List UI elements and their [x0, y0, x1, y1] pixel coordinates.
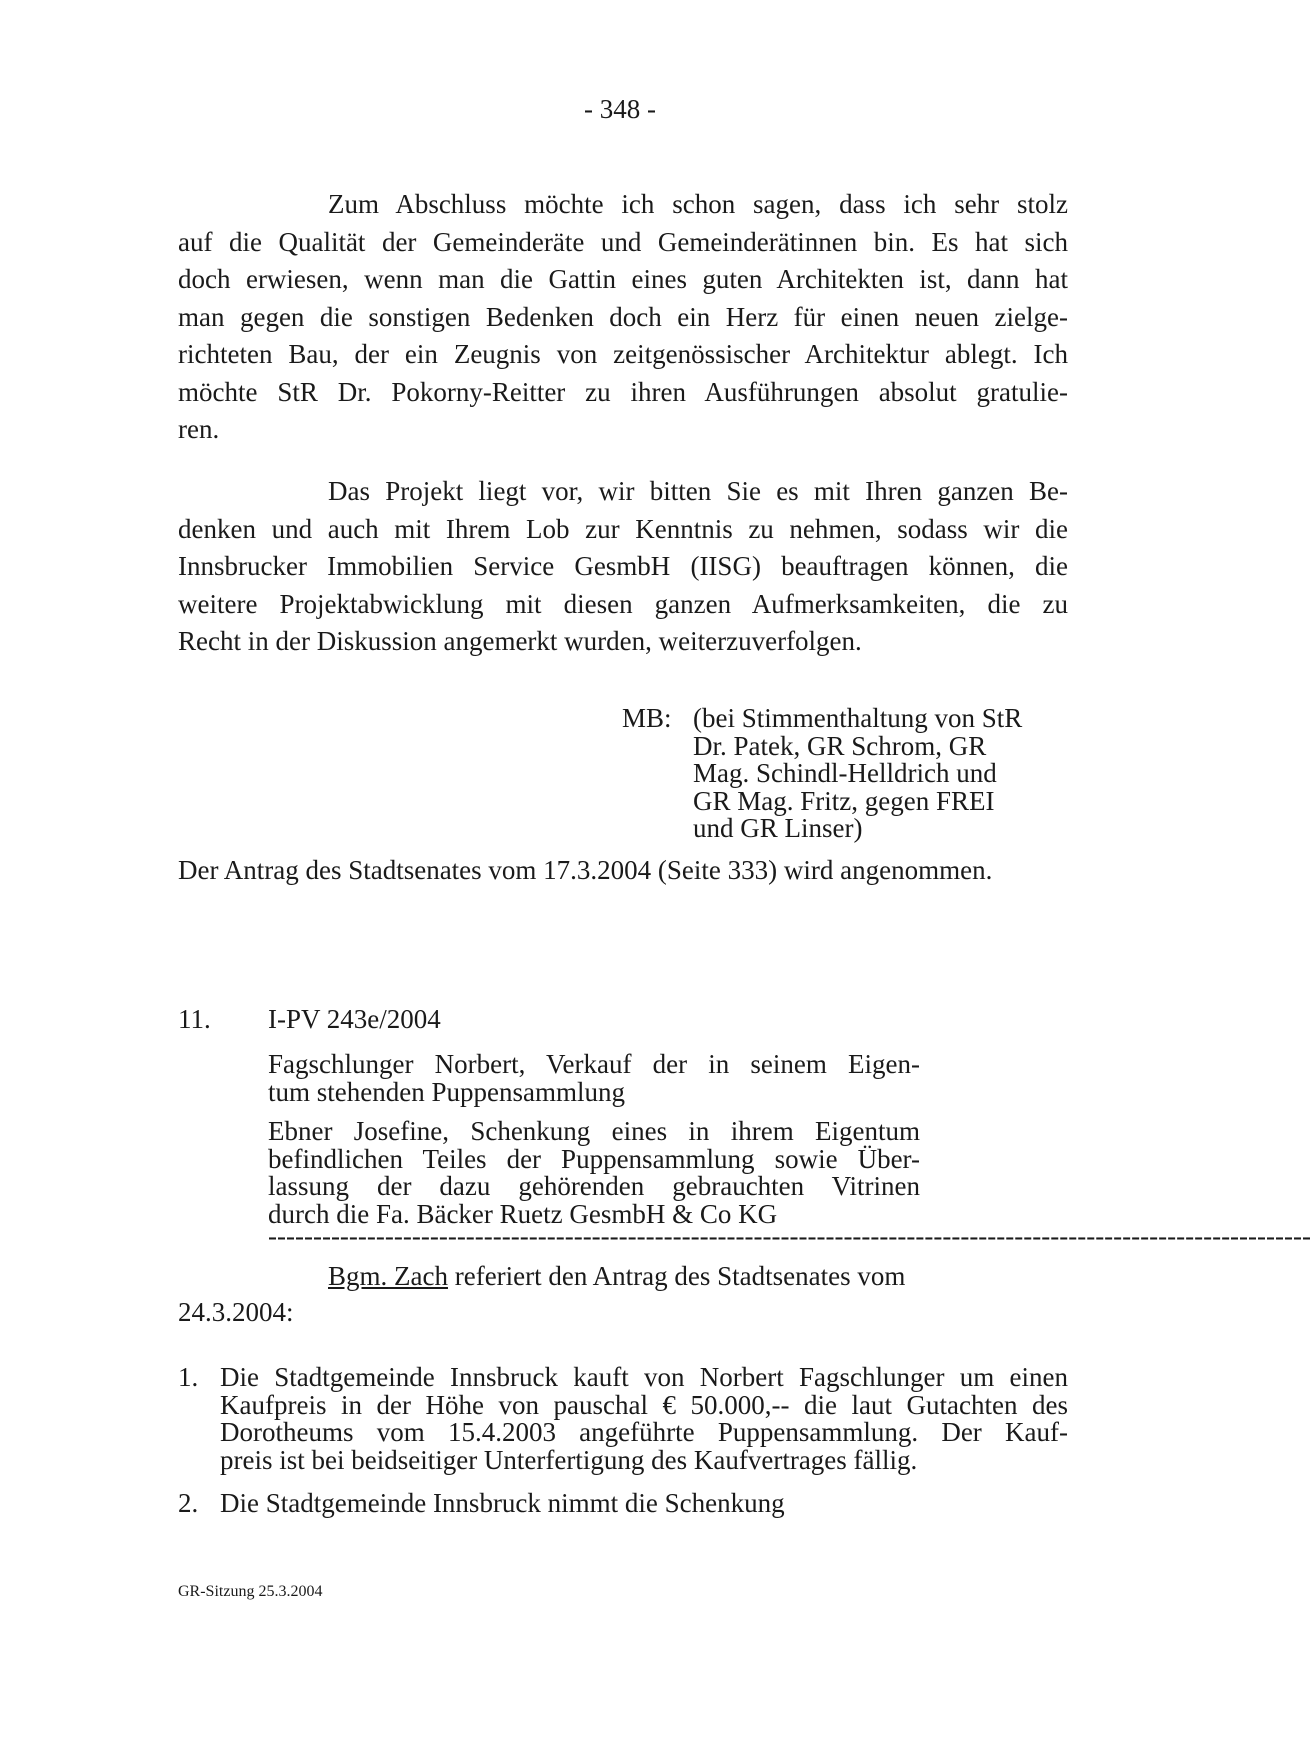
text-line: Ebner Josefine, Schenkung eines in ihrem Eigentum	[268, 1116, 920, 1146]
text-line: preis ist bei beidseitiger Unterfertigung des Kaufvertrages fällig.	[220, 1444, 918, 1475]
agenda-subject-sale	[268, 1050, 920, 1105]
vote-note-label: MB:	[622, 703, 672, 733]
text-line: Die Stadtgemeinde Innsbruck nimmt die Schenkung	[220, 1488, 785, 1518]
vote-note-text	[693, 704, 1073, 842]
separator-line: --------------------------------------------------------------------------------------------------------------------	[268, 1221, 1311, 1251]
text-line: GR Mag. Fritz, gegen FREI	[693, 785, 995, 816]
text-line: möchte StR Dr. Pokorny-Reitter zu ihren Ausführungen absolut gratulie-	[178, 376, 1068, 407]
agenda-item-number: 11.	[178, 1004, 211, 1034]
text-line: (bei Stimmenthaltung von StR	[693, 703, 1023, 733]
text-line: Innsbrucker Immobilien Service GesmbH (IISG) beauftragen können, die	[178, 551, 1068, 581]
text-line: Zum Abschluss möchte ich schon sagen, dass ich sehr stolz	[328, 189, 1068, 219]
text-line: Mag. Schindl-Helldrich und	[693, 758, 997, 788]
motion-item-number: 1.	[178, 1362, 199, 1392]
agenda-subject-donation	[268, 1117, 920, 1227]
paragraph-closing-remarks	[178, 186, 1068, 449]
text-line: doch erwiesen, wenn man die Gattin eines guten Architekten ist, dann hat	[178, 264, 1068, 294]
text-line: tum stehenden Puppensammlung	[268, 1076, 625, 1107]
text-line: Kaufpreis in der Höhe von pauschal € 50.000,-- die laut Gutachten des	[220, 1389, 1068, 1420]
referent-name: Bgm. Zach	[328, 1261, 448, 1291]
text-line: Das Projekt liegt vor, wir bitten Sie es mit Ihren ganzen Be-	[328, 476, 1068, 506]
text-line: und GR Linser)	[693, 813, 863, 843]
text-line: Die Stadtgemeinde Innsbruck kauft von Norbert Fagschlunger um einen	[220, 1362, 1068, 1392]
text-line: befindlichen Teiles der Puppensammlung sowie Über-	[268, 1143, 920, 1174]
text-line: auf die Qualität der Gemeinderäte und Gemeinderätinnen bin. Es hat sich	[178, 226, 1068, 257]
text-line: durch die Fa. Bäcker Ruetz GesmbH & Co KG	[268, 1198, 778, 1229]
resolution-text: Der Antrag des Stadtsenates vom 17.3.2004 (Seite 333) wird angenommen.	[178, 855, 993, 885]
text-line: weitere Projektabwicklung mit diesen ganzen Aufmerksamkeiten, die zu	[178, 588, 1068, 619]
referent-line	[328, 1258, 905, 1295]
motion-item-text	[220, 1363, 1068, 1473]
text-line: Dr. Patek, GR Schrom, GR	[693, 730, 987, 761]
motion-item-text	[220, 1489, 1068, 1517]
text-line: lassung der dazu gehörenden gebrauchten Vitrinen	[268, 1171, 920, 1201]
text-line: Dorotheums vom 15.4.2003 angeführte Puppensammlung. Der Kauf-	[220, 1417, 1068, 1447]
text-line: Recht in der Diskussion angemerkt wurden, weiterzuverfolgen.	[178, 626, 862, 656]
motion-item-number: 2.	[178, 1488, 199, 1518]
text-line: denken und auch mit Ihrem Lob zur Kenntnis zu nehmen, sodass wir die	[178, 513, 1068, 544]
referent-date: 24.3.2004:	[178, 1297, 294, 1327]
text-line: richteten Bau, der ein Zeugnis von zeitgenössischer Architektur ablegt. Ich	[178, 339, 1068, 369]
text-line: ren.	[178, 414, 220, 444]
footer-session-date: GR-Sitzung 25.3.2004	[178, 1583, 323, 1600]
agenda-item-code: I-PV 243e/2004	[268, 1004, 441, 1034]
referent-text: referiert den Antrag des Stadtsenates vom	[447, 1261, 906, 1291]
text-line: man gegen die sonstigen Bedenken doch ein Herz für einen neuen zielge-	[178, 301, 1068, 332]
page-number: - 348 -	[584, 94, 656, 124]
text-line: Fagschlunger Norbert, Verkauf der in seinem Eigen-	[268, 1049, 920, 1079]
paragraph-project	[178, 473, 1068, 661]
